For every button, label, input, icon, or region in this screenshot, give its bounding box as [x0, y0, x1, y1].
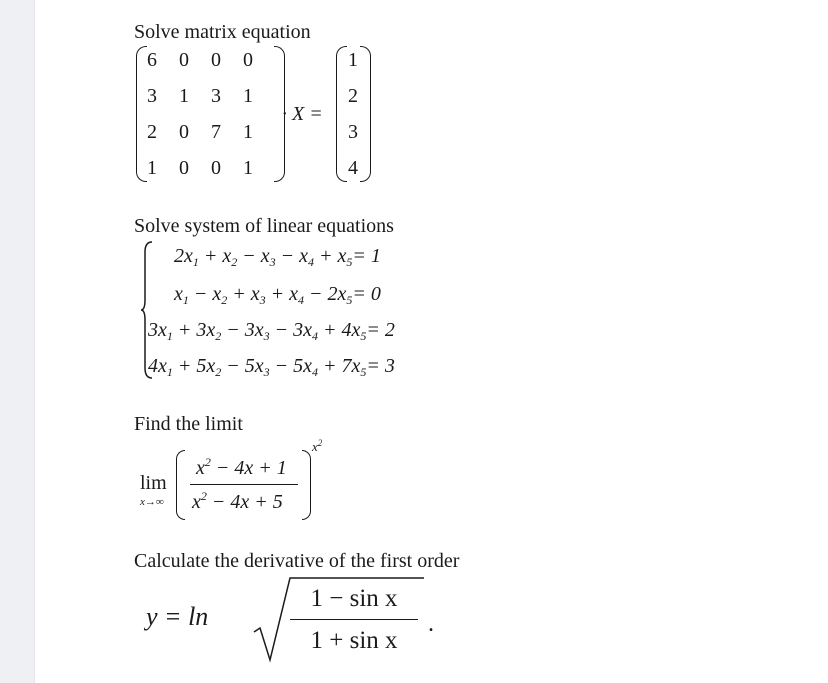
matrix-a [134, 44, 294, 184]
matrix-a-cell: 0 [211, 157, 221, 179]
eq-sub: 4 [298, 293, 305, 307]
matrix-a-cell: 1 [243, 85, 253, 107]
equation-row-1 [174, 244, 381, 268]
eq-term: − 3x [269, 319, 313, 341]
eq-sub: 5 [360, 365, 367, 379]
matrix-a-cell: 1 [243, 157, 253, 179]
eq-sub: 4 [312, 329, 319, 343]
eq-sub: 3 [269, 255, 276, 269]
matrix-a-cell: 3 [211, 85, 221, 107]
vector-b-cell: 2 [348, 85, 358, 107]
task4-heading: Calculate the derivative of the first order [134, 550, 460, 572]
limit-outer-exponent [312, 440, 322, 454]
eq-sub: 2 [215, 329, 222, 343]
eq-term: + x [314, 245, 347, 267]
limit-fraction-line [190, 484, 298, 485]
matrix-a-cell: 0 [179, 121, 189, 143]
equation-row-3 [148, 318, 395, 342]
outer-exp-base: x [312, 439, 318, 454]
eq-term: + 5x [172, 355, 216, 377]
eq-term: − 3x [221, 319, 264, 341]
matrix-a-cell: 7 [211, 121, 221, 143]
eq-term: 3x [148, 319, 167, 341]
eq-sub: 4 [308, 255, 315, 269]
eq-sub: 1 [166, 329, 173, 343]
eq-term: 4x [148, 355, 167, 377]
eq-sub: 5 [360, 329, 367, 343]
eq-sub: 3 [259, 293, 266, 307]
eq-term: − 5x [221, 355, 264, 377]
eq-term: + x [198, 245, 232, 267]
eq-term: + x [227, 283, 260, 305]
eq-sub: 5 [346, 293, 353, 307]
matrix-a-cell: 0 [211, 49, 221, 71]
eq-sub: 4 [312, 365, 319, 379]
eq-term: − x [275, 245, 309, 267]
limit-denominator [192, 490, 283, 514]
eq-rhs: = 1 [352, 245, 381, 267]
left-panel-strip [0, 0, 35, 683]
matrix-a-cell: 1 [243, 121, 253, 143]
matrix-a-cell: 1 [179, 85, 189, 107]
dot-x-equals [282, 102, 323, 126]
matrix-a-cell: 1 [147, 157, 157, 179]
eq-term: + 4x [318, 319, 361, 341]
eq-sub: 3 [263, 329, 270, 343]
eq-sub: 1 [192, 255, 199, 269]
eq-sub: 1 [166, 365, 173, 379]
eq-term: x [174, 283, 183, 305]
eq-rhs: = 3 [366, 355, 395, 377]
matrix-a-cell: 0 [179, 49, 189, 71]
limit-num-base: x [196, 457, 205, 479]
limit-num-exp: 2 [204, 455, 211, 469]
eq-rhs: = 0 [352, 283, 381, 305]
sqrt-numerator: 1 − sin x [310, 585, 398, 612]
sqrt-fraction-line [290, 619, 418, 620]
vector-b [334, 44, 374, 184]
eq-term: 2x [174, 245, 193, 267]
task1-heading: Solve matrix equation [134, 21, 311, 43]
limit-den-base: x [192, 491, 201, 513]
eq-term: + x [265, 283, 299, 305]
eq-sub: 1 [182, 293, 189, 307]
task2-heading: Solve system of linear equations [134, 215, 394, 237]
eq-term: + 3x [172, 319, 216, 341]
eq-sub: 2 [215, 365, 222, 379]
equation-row-2 [174, 282, 381, 306]
limit-num-rest: − 4x + 1 [210, 457, 287, 479]
matrix-a-cell: 6 [147, 49, 157, 71]
lim-subscript: x→∞ [140, 496, 164, 508]
limit-left-paren [176, 450, 185, 520]
vector-b-cell: 4 [348, 157, 358, 179]
eq-sub: 5 [346, 255, 353, 269]
eq-sub: 2 [231, 255, 238, 269]
derivative-trailing-dot: . [428, 611, 434, 637]
outer-exp-power: 2 [317, 438, 323, 448]
matrix-a-cell: 0 [243, 49, 253, 71]
matrix-a-cell: 0 [179, 157, 189, 179]
dot-x-equals-text: · X = [282, 103, 323, 125]
eq-term: − 2x [304, 283, 347, 305]
eq-term: + 7x [318, 355, 361, 377]
limit-den-exp: 2 [200, 489, 207, 503]
limit-right-paren [302, 450, 311, 520]
eq-rhs: = 2 [366, 319, 395, 341]
limit-numerator [196, 456, 287, 480]
matrix-a-cell: 3 [147, 85, 157, 107]
sqrt-denominator: 1 + sin x [310, 627, 398, 654]
eq-term: − x [237, 245, 270, 267]
eq-sub: 3 [263, 365, 270, 379]
vector-b-cell: 1 [348, 49, 358, 71]
limit-den-rest: − 4x + 5 [206, 491, 283, 513]
matrix-a-cell: 2 [147, 121, 157, 143]
vector-b-cell: 3 [348, 121, 358, 143]
derivative-lhs: y = ln [146, 602, 209, 631]
eq-sub: 2 [221, 293, 228, 307]
task3-heading: Find the limit [134, 413, 243, 435]
lim-operator: lim [140, 472, 167, 494]
eq-term: − 5x [269, 355, 313, 377]
eq-term: − x [188, 283, 222, 305]
equation-row-4 [148, 354, 395, 378]
